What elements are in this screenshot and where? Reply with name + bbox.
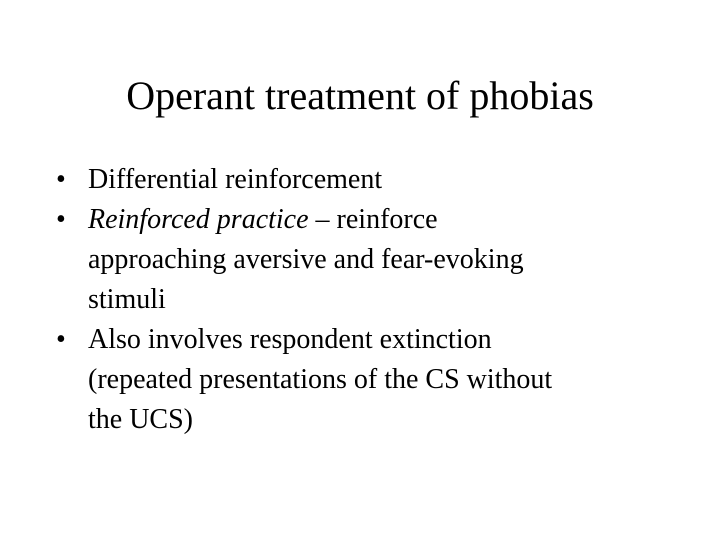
bullet-item bbox=[56, 200, 676, 320]
bullet-dot-icon: • bbox=[56, 324, 66, 355]
bullet-item bbox=[56, 160, 676, 200]
bullet-text-line: the UCS) bbox=[88, 404, 193, 435]
bullet-item bbox=[56, 320, 676, 440]
bullet-text-line: (repeated presentations of the CS without bbox=[88, 364, 553, 395]
bullet-list bbox=[56, 160, 676, 440]
bullet-text-line: approaching aversive and fear-evoking bbox=[88, 244, 524, 275]
bullet-text-line: stimuli bbox=[88, 284, 166, 315]
bullet-text-line: Also involves respondent extinction bbox=[88, 324, 492, 355]
bullet-text-line bbox=[88, 200, 676, 240]
bullet-text-line: Differential reinforcement bbox=[88, 164, 383, 195]
bullet-dot-icon: • bbox=[56, 204, 66, 235]
bullet-text-continuation: – reinforce bbox=[308, 204, 438, 235]
slide-title: Operant treatment of phobias bbox=[126, 73, 594, 118]
bullet-dot-icon: • bbox=[56, 164, 66, 195]
bullet-italic-term: Reinforced practice bbox=[88, 204, 309, 235]
